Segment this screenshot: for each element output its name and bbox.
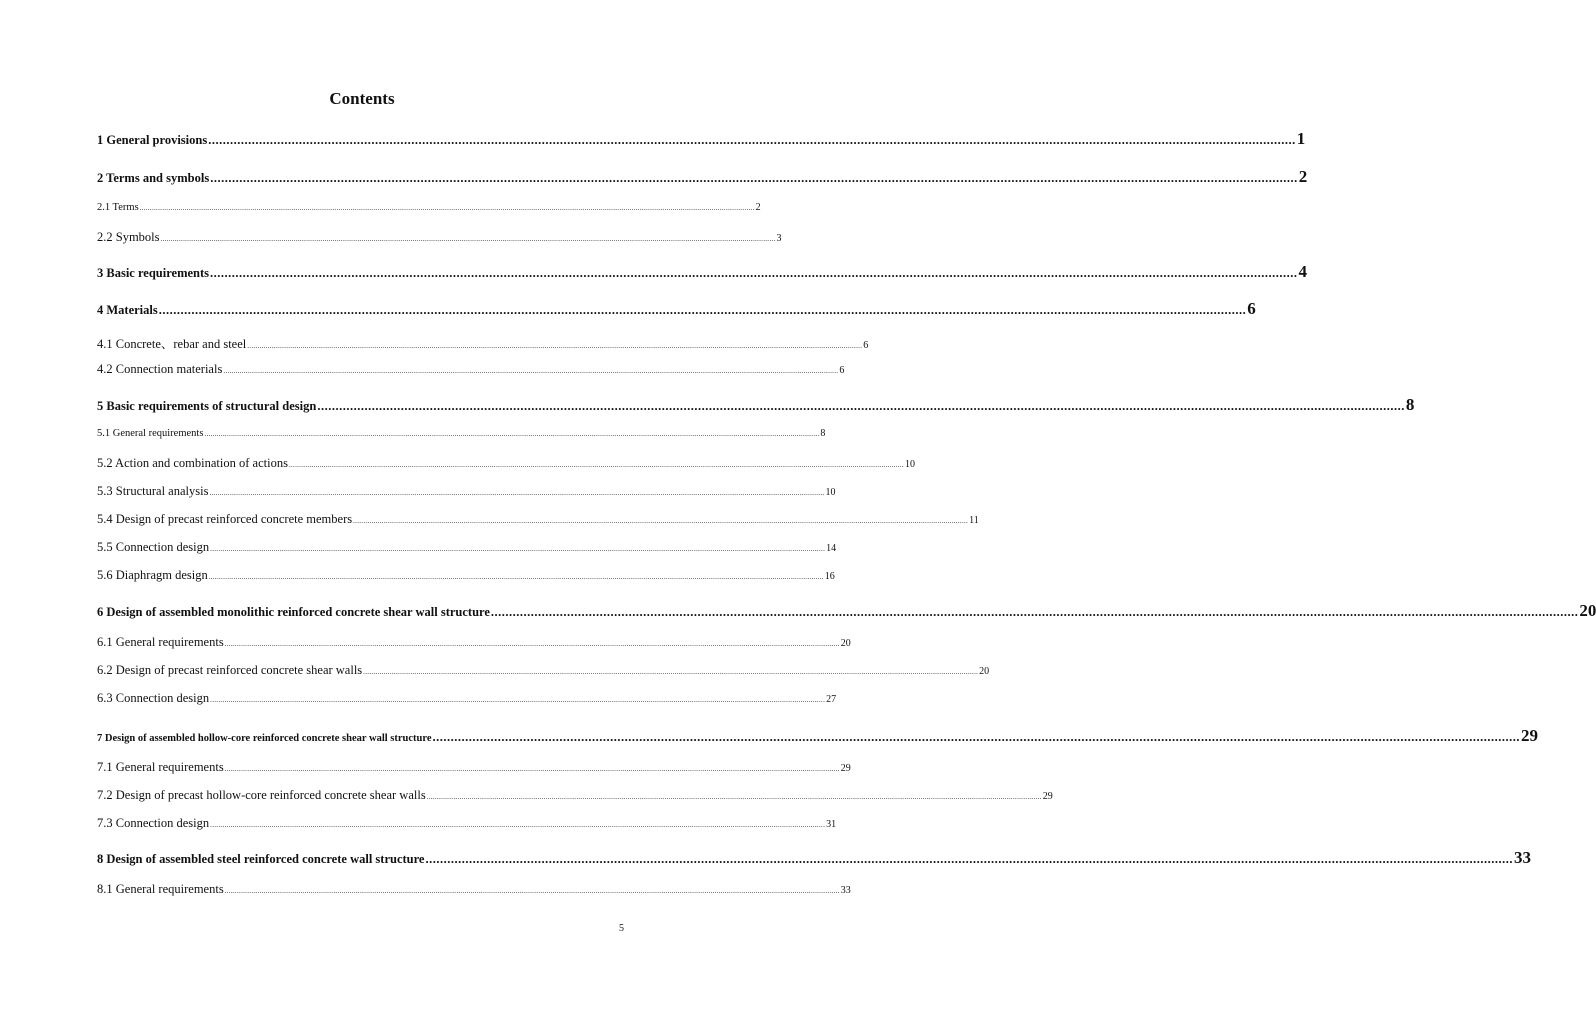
toc-entry-label: 5.5 Connection design xyxy=(97,540,210,554)
toc-entry-page: 3 xyxy=(776,233,782,244)
toc-leader-dots: ............................................................................................................................................................................................................................................................................................................ xyxy=(247,342,863,350)
toc-entry-label: 4.1 Concrete、rebar and steel xyxy=(97,337,247,351)
toc-entry-page: 2 xyxy=(1298,167,1308,186)
toc-entry-page: 20 xyxy=(840,638,851,649)
toc-entry-page: 11 xyxy=(969,515,979,526)
toc-entry-5-6[interactable] xyxy=(97,568,835,583)
toc-entry-label: 2.1 Terms xyxy=(97,202,139,213)
toc-entry-label: 4.2 Connection materials xyxy=(97,362,223,376)
toc-entry-label: 6.3 Connection design xyxy=(97,691,210,705)
toc-entry-6[interactable] xyxy=(97,601,1596,621)
toc-entry-label: 8.1 General requirements xyxy=(97,882,224,896)
toc-entry-page: 16 xyxy=(824,571,835,582)
toc-leader-dots: ............................................................................................................................................................................................................................................................................................................ xyxy=(204,430,820,438)
toc-entry-3[interactable] xyxy=(97,262,1308,282)
toc-entry-label: 5.3 Structural analysis xyxy=(97,484,209,498)
toc-leader-dots: ............................................................................................................................................................................................................................................................................................................ xyxy=(160,235,776,243)
toc-leader-dots: ............................................................................................................................................................................................................................................................................................................ xyxy=(210,696,826,704)
toc-entry-page: 27 xyxy=(826,694,837,705)
toc-entry-1[interactable] xyxy=(97,129,1306,149)
toc-entry-page: 33 xyxy=(1513,848,1531,867)
toc-entry-label: 6.1 General requirements xyxy=(97,635,224,649)
toc-entry-5-3[interactable] xyxy=(97,484,836,499)
toc-leader-dots: ............................................................................................................................................................................................................................................................................................................ xyxy=(224,640,840,648)
toc-leader-dots: ............................................................................................................................................................................................................................................................................................................ xyxy=(317,399,1405,413)
toc-entry-page: 29 xyxy=(1042,791,1053,802)
toc-leader-dots: ............................................................................................................................................................................................................................................................................................................ xyxy=(210,821,826,829)
toc-entry-page: 31 xyxy=(826,819,837,830)
toc-entry-label: 7.2 Design of precast hollow-core reinforced concrete shear walls xyxy=(97,788,426,802)
page-number: 5 xyxy=(619,923,624,934)
toc-entry-2[interactable] xyxy=(97,167,1308,187)
toc-entry-label: 5.4 Design of precast reinforced concrete members xyxy=(97,512,353,526)
toc-entry-2-1[interactable] xyxy=(97,202,761,213)
toc-leader-dots: ............................................................................................................................................................................................................................................................................................................ xyxy=(426,793,1042,801)
toc-leader-dots: ............................................................................................................................................................................................................................................................................................................ xyxy=(139,204,755,212)
page-title: Contents xyxy=(329,89,395,108)
toc-entry-page: 29 xyxy=(840,763,851,774)
toc-entry-page: 1 xyxy=(1296,129,1306,148)
toc-leader-dots: ............................................................................................................................................................................................................................................................................................................ xyxy=(425,852,1513,866)
toc-leader-dots: ............................................................................................................................................................................................................................................................................................................ xyxy=(288,461,904,469)
toc-entry-7[interactable] xyxy=(97,726,1538,746)
toc-entry-label: 6.2 Design of precast reinforced concrete shear walls xyxy=(97,663,363,677)
toc-entry-page: 10 xyxy=(825,487,836,498)
toc-leader-dots: ............................................................................................................................................................................................................................................................................................................ xyxy=(210,266,1298,280)
toc-entry-page: 14 xyxy=(826,543,837,554)
toc-leader-dots: ............................................................................................................................................................................................................................................................................................................ xyxy=(209,489,825,497)
toc-entry-label: 3 Basic requirements xyxy=(97,266,210,280)
toc-entry-label: 7.1 General requirements xyxy=(97,760,224,774)
toc-leader-dots: ............................................................................................................................................................................................................................................................................................................ xyxy=(432,730,1520,744)
toc-entry-5-5[interactable] xyxy=(97,540,837,555)
toc-entry-7-1[interactable] xyxy=(97,760,851,775)
toc-leader-dots: ............................................................................................................................................................................................................................................................................................................ xyxy=(208,573,824,581)
toc-entry-page: 4 xyxy=(1298,262,1308,281)
toc-entry-page: 33 xyxy=(840,885,851,896)
toc-entry-2-2[interactable] xyxy=(97,230,782,245)
toc-entry-6-3[interactable] xyxy=(97,691,837,706)
toc-entry-5[interactable] xyxy=(97,395,1415,415)
toc-leader-dots: ............................................................................................................................................................................................................................................................................................................ xyxy=(210,171,1298,185)
toc-entry-label: 5.1 General requirements xyxy=(97,428,204,439)
toc-entry-5-2[interactable] xyxy=(97,456,915,471)
toc-entry-page: 8 xyxy=(1405,395,1415,414)
toc-entry-5-1[interactable] xyxy=(97,428,826,439)
toc-entry-page: 8 xyxy=(820,428,826,439)
toc-entry-6-1[interactable] xyxy=(97,635,851,650)
toc-entry-label: 5.2 Action and combination of actions xyxy=(97,456,288,470)
toc-leader-dots: ............................................................................................................................................................................................................................................................................................................ xyxy=(208,133,1296,147)
toc-entry-label: 2 Terms and symbols xyxy=(97,171,210,185)
toc-entry-page: 2 xyxy=(755,202,761,213)
toc-entry-label: 2.2 Symbols xyxy=(97,230,160,244)
toc-entry-4-1[interactable] xyxy=(97,334,869,352)
toc-entry-label: 4 Materials xyxy=(97,303,158,317)
toc-entry-page: 10 xyxy=(904,459,915,470)
toc-leader-dots: ............................................................................................................................................................................................................................................................................................................ xyxy=(223,367,839,375)
toc-entry-5-4[interactable] xyxy=(97,512,979,527)
toc-entry-page: 6 xyxy=(839,365,845,376)
toc-entry-page: 6 xyxy=(863,340,869,351)
toc-leader-dots: ............................................................................................................................................................................................................................................................................................................ xyxy=(158,303,1247,317)
toc-entry-label: 7.3 Connection design xyxy=(97,816,210,830)
toc-entry-page: 20 xyxy=(979,666,990,677)
toc-leader-dots: ............................................................................................................................................................................................................................................................................................................ xyxy=(224,765,840,773)
toc-leader-dots: ............................................................................................................................................................................................................................................................................................................ xyxy=(210,545,826,553)
toc-entry-label: 7 Design of assembled hollow-core reinforced concrete shear wall structure xyxy=(97,733,432,744)
toc-entry-label: 6 Design of assembled monolithic reinforced concrete shear wall structure xyxy=(97,605,490,619)
toc-entry-8[interactable] xyxy=(97,848,1531,868)
toc-entry-4[interactable] xyxy=(97,299,1256,319)
toc-entry-8-1[interactable] xyxy=(97,882,851,897)
toc-entry-4-2[interactable] xyxy=(97,362,845,377)
toc-entry-label: 5.6 Diaphragm design xyxy=(97,568,208,582)
toc-leader-dots: ............................................................................................................................................................................................................................................................................................................ xyxy=(490,605,1579,619)
toc-entry-7-2[interactable] xyxy=(97,788,1053,803)
toc-entry-7-3[interactable] xyxy=(97,816,837,831)
toc-entry-label: 5 Basic requirements of structural design xyxy=(97,399,317,413)
toc-leader-dots: ............................................................................................................................................................................................................................................................................................................ xyxy=(224,887,840,895)
toc-leader-dots: ............................................................................................................................................................................................................................................................................................................ xyxy=(353,517,969,525)
toc-entry-label: 8 Design of assembled steel reinforced concrete wall structure xyxy=(97,852,425,866)
toc-entry-page: 6 xyxy=(1247,299,1256,318)
toc-entry-page: 29 xyxy=(1521,726,1538,745)
toc-leader-dots: ............................................................................................................................................................................................................................................................................................................ xyxy=(363,668,979,676)
toc-entry-page: 20 xyxy=(1579,601,1596,620)
toc-entry-6-2[interactable] xyxy=(97,663,990,678)
toc-entry-label: 1 General provisions xyxy=(97,133,208,147)
